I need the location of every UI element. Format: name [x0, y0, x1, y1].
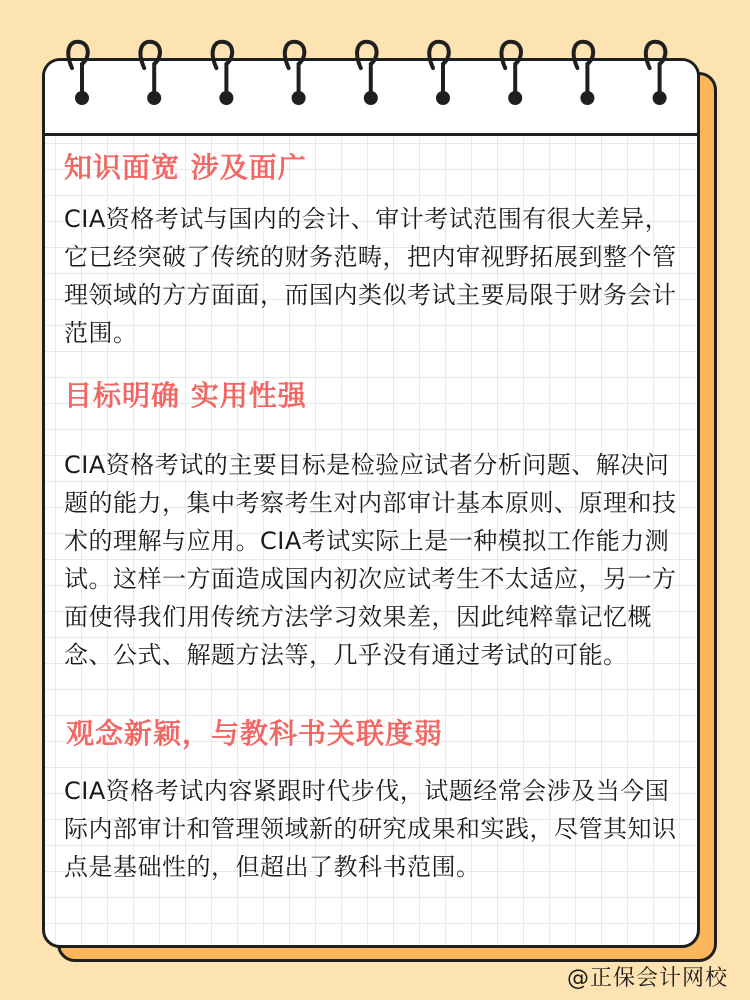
section-heading-2: 目标明确 实用性强 [64, 379, 307, 412]
section-body-3: CIA资格考试内容紧跟时代步伐，试题经常会涉及当今国际内部审计和管理领域新的研究成果和实践，尽管其知识点是基础性的，但超出了教科书范围。 [64, 777, 677, 881]
section-body-2: CIA资格考试的主要目标是检验应试者分析问题、解决问题的能力，集中考察考生对内部审计基本原则、原理和技术的理解与应用。CIA考试实际上是一种模拟工作能力测试。这样一方面造成国内初次应试考生不太适应，另一方面使得我们用传统方法学习效果差，因此纯粹靠记忆概念、公式、解题方法等，几乎没有通过考试的可能。 [64, 451, 677, 669]
section-heading-3: 观念新颖，与教科书关联度弱 [66, 717, 444, 750]
section-heading-1: 知识面宽 涉及面广 [64, 151, 307, 184]
notebook-binding-band [45, 61, 697, 136]
section-body-1: CIA资格考试与国内的会计、审计考试范围有很大差异，它已经突破了传统的财务范畴，把内审视野拓展到整个管理领域的方方面面，而国内类似考试主要局限于财务会计范围。 [64, 205, 677, 347]
watermark-text: @正保会计网校 [566, 966, 728, 991]
